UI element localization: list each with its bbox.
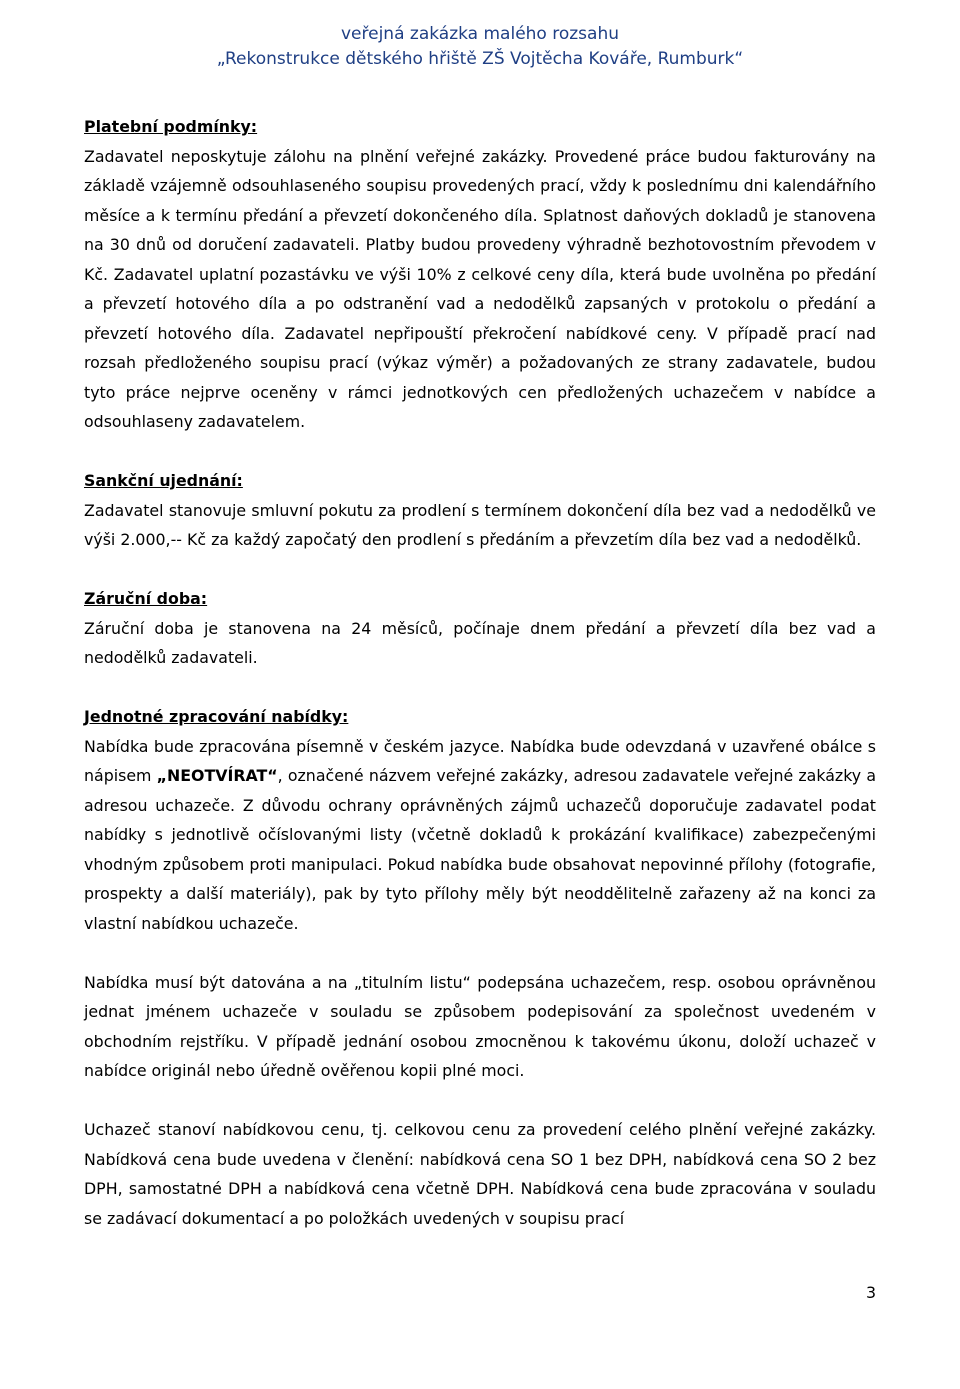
- section-spacer: [84, 437, 876, 467]
- document-body: [84, 112, 876, 1233]
- paragraph-spacer: [84, 938, 876, 968]
- warranty-heading: Záruční doba:: [84, 589, 208, 608]
- offer-p1-text-after: , označené názvem veřejné zakázky, adresou zadavatele veřejné zakázky a adresou uchazeče. Z důvodu ochrany oprávněných zájmů uchazečů doporučuje zadavatel podat nabídky s jednotlivě očíslovanými listy (včetně dokladů k prokázání kvalifikace) zabezpečenými vhodným způsobem proti manipulaci. Pokud nabídka bude obsahovat nepovinné přílohy (fotografie, prospekty a další materiály), pak by tyto přílohy měly být neoddělitelně zařazeny až na konci za vlastní nabídkou uchazeče.: [84, 766, 876, 933]
- page-number: 3: [865, 1283, 876, 1302]
- header-line-2: „Rekonstrukce dětského hřiště ZŠ Vojtěcha Kováře, Rumburk“: [216, 49, 744, 69]
- offer-p1-bold-label: „NEOTVÍRAT“: [156, 766, 278, 785]
- section-spacer: [84, 673, 876, 703]
- document-header: [0, 22, 960, 72]
- offer-paragraph-2: Nabídka musí být datována a na „titulním listu“ podepsána uchazečem, resp. osobou oprávněnou jednat jménem uchazeče v souladu se způsobem podepisování za společnost uvedeném v obchodním rejstříku. V případě jednání osobou zmocněnou k takovému úkonu, doloží uchazeč v nabídce originál nebo úředně ověřenou kopii plné moci.: [84, 972, 876, 1080]
- offer-p1-text-before: Nabídka bude zpracována písemně v českém jazyce. Nabídka bude odevzdaná v uzavřené obálce s nápisem: [84, 736, 876, 785]
- offer-processing-heading: Jednotné zpracování nabídky:: [84, 707, 349, 726]
- offer-paragraph-1: [84, 732, 876, 939]
- section-spacer: [84, 555, 876, 585]
- offer-paragraph-3: Uchazeč stanoví nabídkovou cenu, tj. celkovou cenu za provedení celého plnění veřejné zakázky. Nabídková cena bude uvedena v členění: nabídková cena SO 1 bez DPH, nabídková cena SO 2 bez DPH, samostatné DPH a nabídková cena včetně DPH. Nabídková cena bude zpracována v souladu se zadávací dokumentací a po položkách uvedených v soupisu prací: [84, 1120, 876, 1228]
- sanctions-paragraph: Zadavatel stanovuje smluvní pokutu za prodlení s termínem dokončení díla bez vad a nedodělků ve výši 2.000,-- Kč za každý započatý den prodlení s předáním a převzetím díla bez vad a nedodělků.: [84, 500, 876, 549]
- payment-terms-paragraph: Zadavatel neposkytuje zálohu na plnění veřejné zakázky. Provedené práce budou fakturovány na základě vzájemně odsouhlaseného soupisu provedených prací, vždy k poslednímu dni kalendářního měsíce a k termínu předání a převzetí dokončeného díla. Splatnost daňových dokladů je stanovena na 30 dnů od doručení zadavateli. Platby budou provedeny výhradně bezhotovostním převodem v Kč. Zadavatel uplatní pozastávku ve výši 10% z celkové ceny díla, která bude uvolněna po předání a převzetí hotového díla a po odstranění vad a nedodělků zapsaných v protokolu o předání a převzetí hotového díla. Zadavatel nepřipouští překročení nabídkové ceny. V případě prací nad rozsah předloženého soupisu prací (výkaz výměr) a požadovaných ze strany zadavatele, budou tyto práce nejprve oceněny v rámci jednotkových cen předložených uchazečem v nabídce a odsouhlaseny zadavatelem.: [84, 146, 876, 431]
- warranty-paragraph: Záruční doba je stanovena na 24 měsíců, počínaje dnem předání a převzetí díla bez vad a nedodělků zadavateli.: [84, 618, 876, 667]
- payment-terms-heading: Platební podmínky:: [84, 117, 258, 136]
- paragraph-spacer: [84, 1086, 876, 1116]
- sanctions-heading: Sankční ujednání:: [84, 471, 243, 490]
- header-line-1: veřejná zakázka malého rozsahu: [340, 24, 619, 44]
